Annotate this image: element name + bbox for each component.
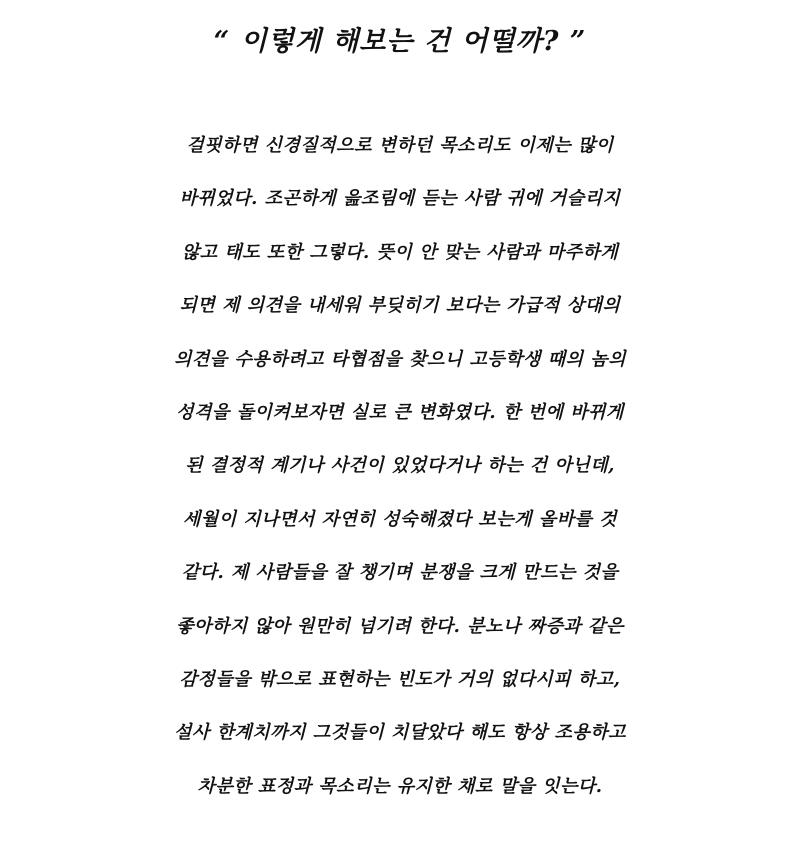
body-line: 된 결정적 계기나 사건이 있었다거나 하는 건 아닌데,: [185, 455, 615, 477]
body-line: 감정들을 밖으로 표현하는 빈도가 거의 없다시피 하고,: [179, 668, 621, 690]
body-line: 설사 한계치까지 그것들이 치달았다 해도 항상 조용하고: [173, 722, 627, 744]
body-line: 않고 태도 또한 그렇다. 뜻이 안 맞는 사람과 마주하게: [181, 241, 619, 263]
document-body: [0, 119, 800, 813]
body-line: 걸핏하면 신경질적으로 변하던 목소리도 이제는 많이: [186, 135, 614, 156]
body-line: 의견을 수용하려고 타협점을 찾으니 고등학생 때의 놈의: [173, 348, 627, 370]
document-title: “ 이렇게 해보는 건 어떨까? ”: [213, 26, 587, 57]
body-line: 성격을 돌이켜보자면 실로 큰 변화였다. 한 번에 바뀌게: [176, 401, 624, 423]
body-line: 좋아하지 않아 원만히 넘기려 한다. 분노나 짜증과 같은: [176, 615, 624, 637]
body-line: 차분한 표정과 목소리는 유지한 채로 말을 잇는다.: [197, 775, 603, 797]
body-line: 세월이 지나면서 자연히 성숙해졌다 보는게 올바를 것: [182, 508, 618, 530]
body-line: 바뀌었다. 조곤하게 읊조림에 듣는 사람 귀에 거슬리지: [179, 188, 621, 210]
body-line: 되면 제 의견을 내세워 부딪히기 보다는 가급적 상대의: [179, 295, 621, 317]
body-line: 같다. 제 사람들을 잘 챙기며 분쟁을 크게 만드는 것을: [181, 562, 619, 584]
